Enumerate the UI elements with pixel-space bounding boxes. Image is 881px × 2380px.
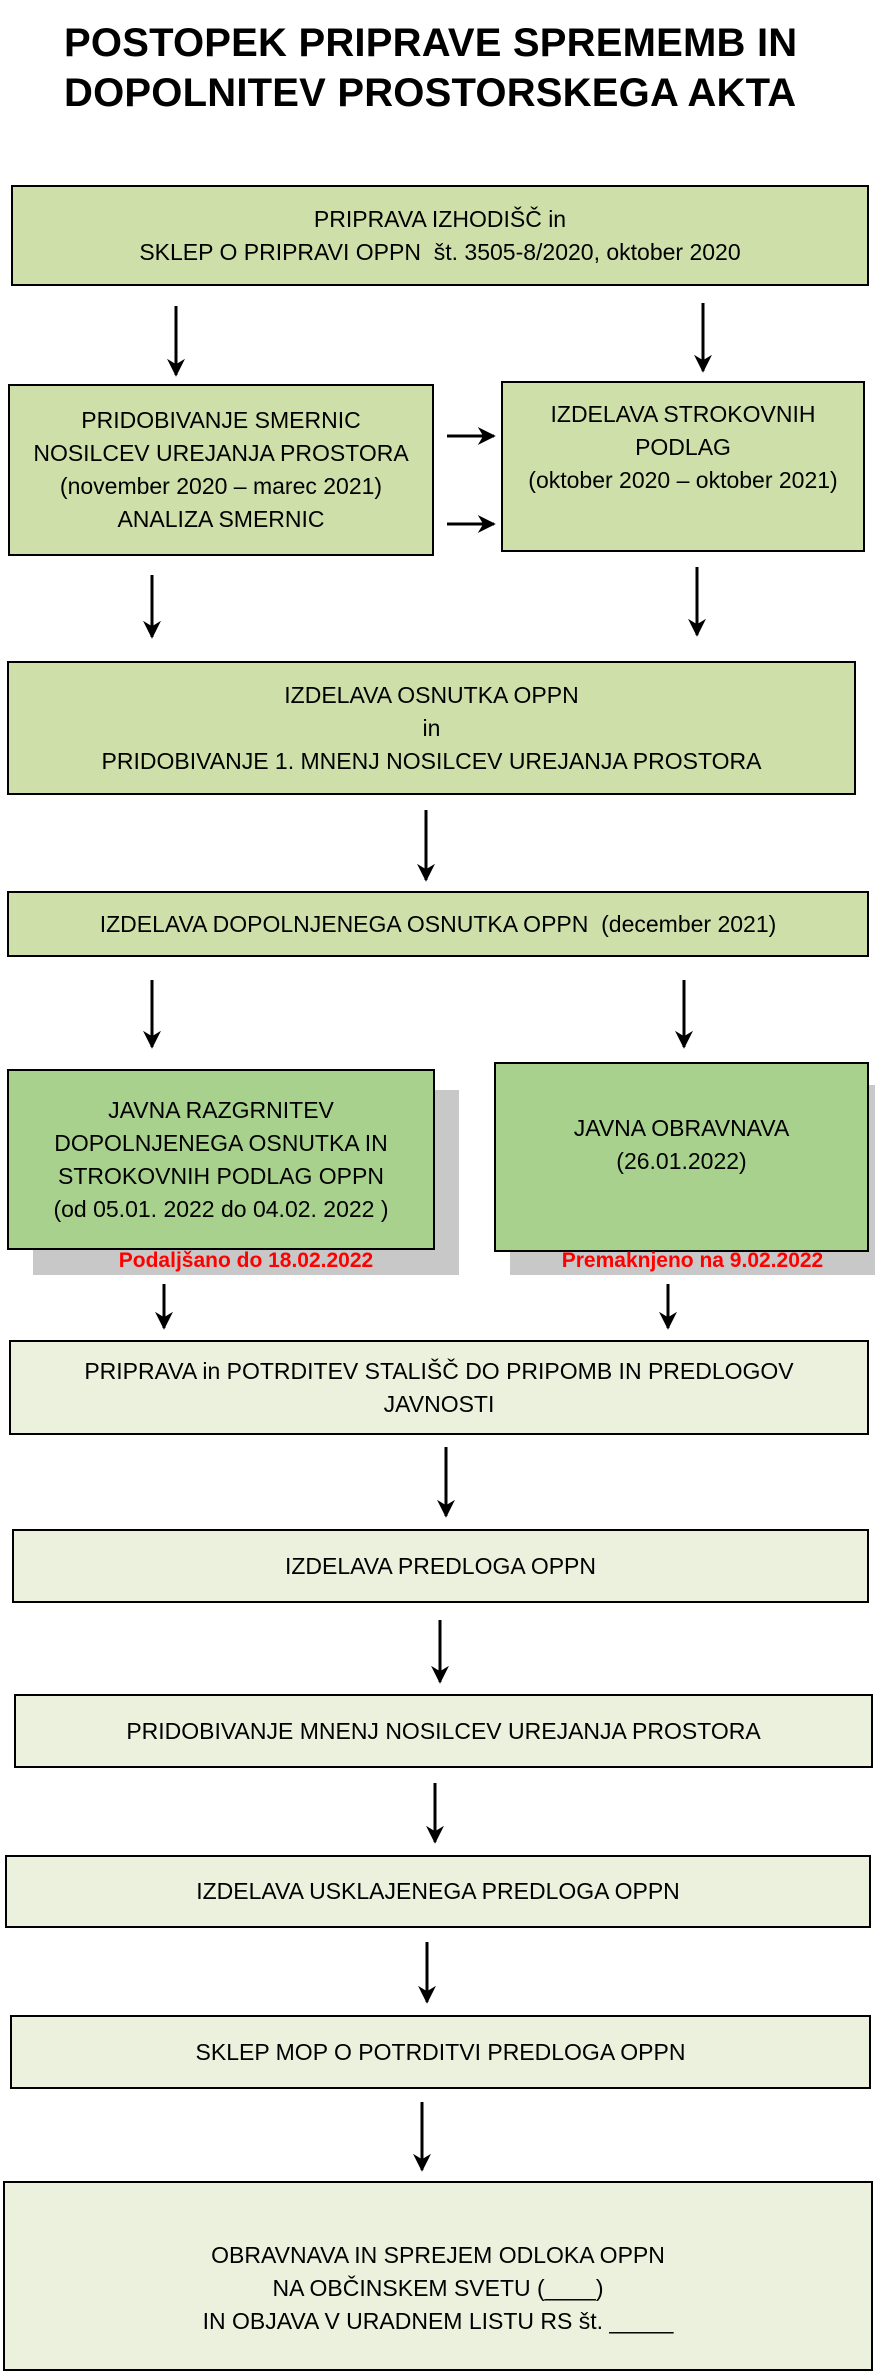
step-text: DOPOLNJENEGA OSNUTKA IN <box>54 1129 388 1156</box>
note-premaknjeno: Premaknjeno na 9.02.2022 <box>561 1249 824 1272</box>
step-text: (26.01.2022) <box>616 1148 747 1174</box>
step-text: (od 05.01. 2022 do 04.02. 2022 ) <box>53 1195 389 1222</box>
note-podaljsano: Podaljšano do 18.02.2022 <box>118 1249 374 1272</box>
step-text: PRIPRAVA in POTRDITEV STALIŠČ DO PRIPOMB IN PREDLOGOV <box>84 1357 794 1384</box>
step-text: IZDELAVA STROKOVNIH <box>550 401 816 427</box>
step-text: PRIDOBIVANJE 1. MNENJ NOSILCEV UREJANJA PROSTORA <box>101 747 762 774</box>
step-text: SKLEP MOP O POTRDITVI PREDLOGA OPPN <box>195 2038 686 2065</box>
step-text: PODLAG <box>635 434 731 460</box>
step-text: PRIDOBIVANJE MNENJ NOSILCEV UREJANJA PROSTORA <box>126 1717 761 1744</box>
step-text: JAVNA RAZGRNITEV <box>108 1096 334 1123</box>
step-text: JAVNOSTI <box>383 1390 495 1417</box>
step-text: ANALIZA SMERNIC <box>117 506 325 532</box>
step-text: IZDELAVA USKLAJENEGA PREDLOGA OPPN <box>196 1878 680 1904</box>
step-text: (november 2020 – marec 2021) <box>59 473 383 499</box>
step-text: PRIDOBIVANJE SMERNIC <box>81 407 361 433</box>
step-text: JAVNA OBRAVNAVA <box>573 1115 790 1141</box>
step-text: in <box>422 714 441 741</box>
step-text: (oktober 2020 – oktober 2021) <box>528 467 838 493</box>
step-text: NA OBČINSKEM SVETU (____) <box>272 2275 604 2301</box>
step-text: OBRAVNAVA IN SPREJEM ODLOKA OPPN <box>211 2242 665 2268</box>
step-text: NOSILCEV UREJANJA PROSTORA <box>33 440 409 466</box>
step-text: IZDELAVA DOPOLNJENEGA OSNUTKA OPPN (december 2021) <box>99 910 777 937</box>
title-line-1: POSTOPEK PRIPRAVE SPREMEMB IN <box>64 21 798 65</box>
step-text: STROKOVNIH PODLAG OPPN <box>58 1162 384 1189</box>
title-line-2: DOPOLNITEV PROSTORSKEGA AKTA <box>64 71 797 115</box>
step-text: IZDELAVA PREDLOGA OPPN <box>284 1552 597 1579</box>
step-text: IZDELAVA OSNUTKA OPPN <box>284 681 579 708</box>
step-text: IN OBJAVA V URADNEM LISTU RS št. _____ <box>202 2308 674 2334</box>
step-text: PRIPRAVA IZHODIŠČ in <box>313 205 567 232</box>
step-text: SKLEP O PRIPRAVI OPPN št. 3505-8/2020, oktober 2020 <box>139 238 741 265</box>
